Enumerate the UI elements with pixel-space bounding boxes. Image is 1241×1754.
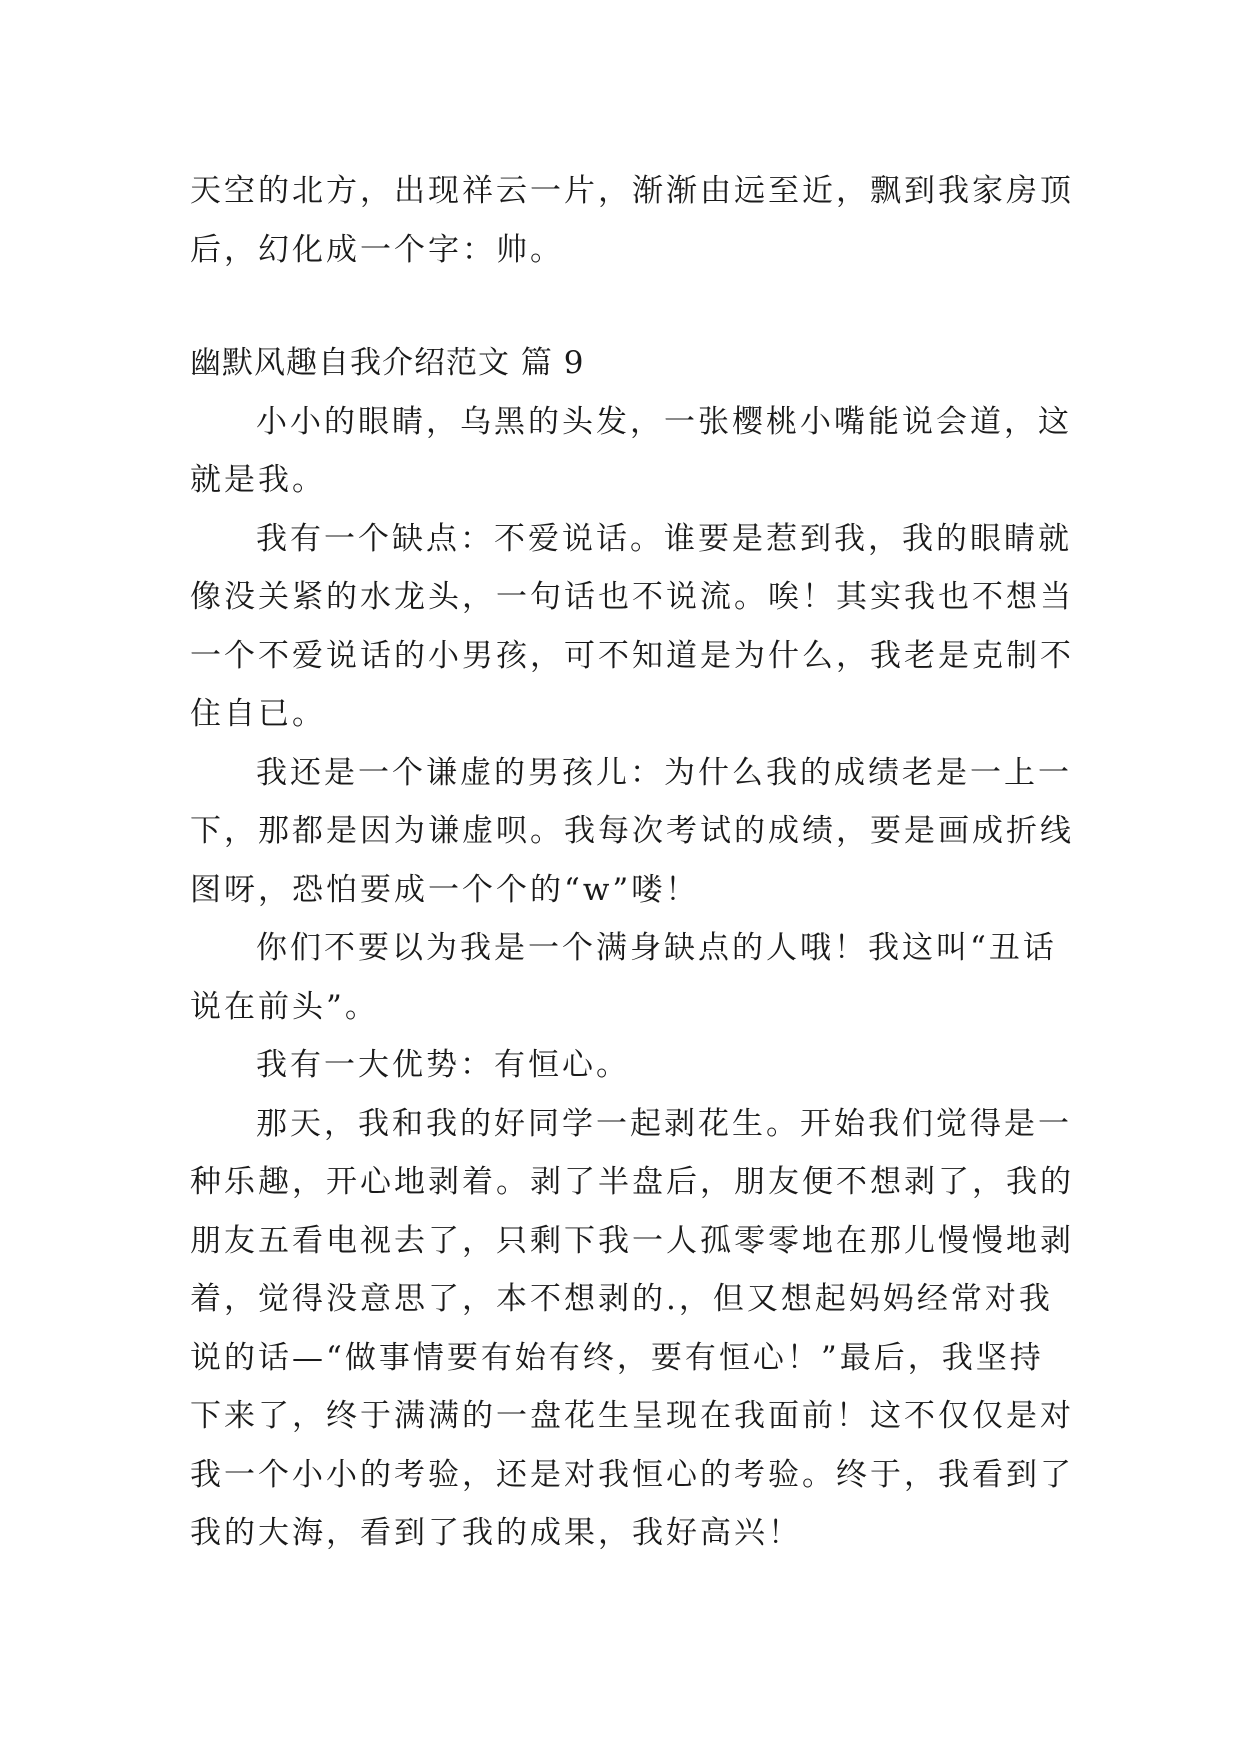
section-gap xyxy=(190,279,1050,334)
paragraph xyxy=(190,1036,1050,1095)
paragraph-line: 你们不要以为我是一个满身缺点的人哦！我这叫“丑话 xyxy=(256,930,1057,966)
paragraph-line: 我一个小小的考验，还是对我恒心的考验。终于，我看到了 xyxy=(190,1456,1074,1493)
section-heading: 幽默风趣自我介绍范文 篇 9 xyxy=(190,345,585,381)
paragraph xyxy=(190,393,1072,510)
paragraph-line: 我有一个缺点：不爱说话。谁要是惹到我，我的眼睛就 xyxy=(256,520,1072,557)
paragraph xyxy=(190,1095,1074,1563)
document-body xyxy=(190,162,1074,1563)
paragraph-line: 我还是一个谦虚的男孩儿：为什么我的成绩老是一上一 xyxy=(256,754,1072,791)
paragraph-line: 我的大海，看到了我的成果，我好高兴！ xyxy=(190,1515,802,1551)
paragraph xyxy=(190,510,1074,744)
paragraph-line: 说的话—“做事情要有始有终，要有恒心！”最后，我坚持 xyxy=(190,1339,1044,1376)
paragraph-line: 就是我。 xyxy=(190,462,326,498)
paragraph-line: 小小的眼睛，乌黑的头发，一张樱桃小嘴能说会道，这 xyxy=(256,403,1072,440)
paragraph-line: 像没关紧的水龙头，一句话也不说流。唉！其实我也不想当 xyxy=(190,579,1074,615)
paragraph-line: 住自已。 xyxy=(190,696,326,732)
paragraph-line: 下，那都是因为谦虚呗。我每次考试的成绩，要是画成折线 xyxy=(190,813,1074,849)
paragraph-line: 种乐趣，开心地剥着。剥了半盘后，朋友便不想剥了，我的 xyxy=(190,1164,1074,1200)
paragraph-line: 我有一大优势：有恒心。 xyxy=(256,1047,630,1083)
paragraph-line: 那天，我和我的好同学一起剥花生。开始我们觉得是一 xyxy=(256,1105,1072,1142)
paragraph xyxy=(190,919,1057,1036)
paragraph xyxy=(190,744,1074,920)
intro-line: 天空的北方，出现祥云一片，渐渐由远至近，飘到我家房顶 xyxy=(190,173,1074,209)
paragraph-line: 一个不爱说话的小男孩，可不知道是为什么，我老是克制不 xyxy=(190,637,1074,674)
paragraph-line: 朋友五看电视去了，只剩下我一人孤零零地在那儿慢慢地剥 xyxy=(190,1222,1074,1259)
paragraph-line: 说在前头”。 xyxy=(190,988,379,1025)
paragraph-line: 下来了，终于满满的一盘花生呈现在我面前！这不仅仅是对 xyxy=(190,1398,1074,1434)
paragraph-line: 图呀，恐怕要成一个个的“w”喽！ xyxy=(190,871,700,908)
intro-line: 后，幻化成一个字：帅。 xyxy=(190,231,564,268)
paragraph-line: 着，觉得没意思了，本不想剥的.，但又想起妈妈经常对我 xyxy=(190,1281,1053,1317)
